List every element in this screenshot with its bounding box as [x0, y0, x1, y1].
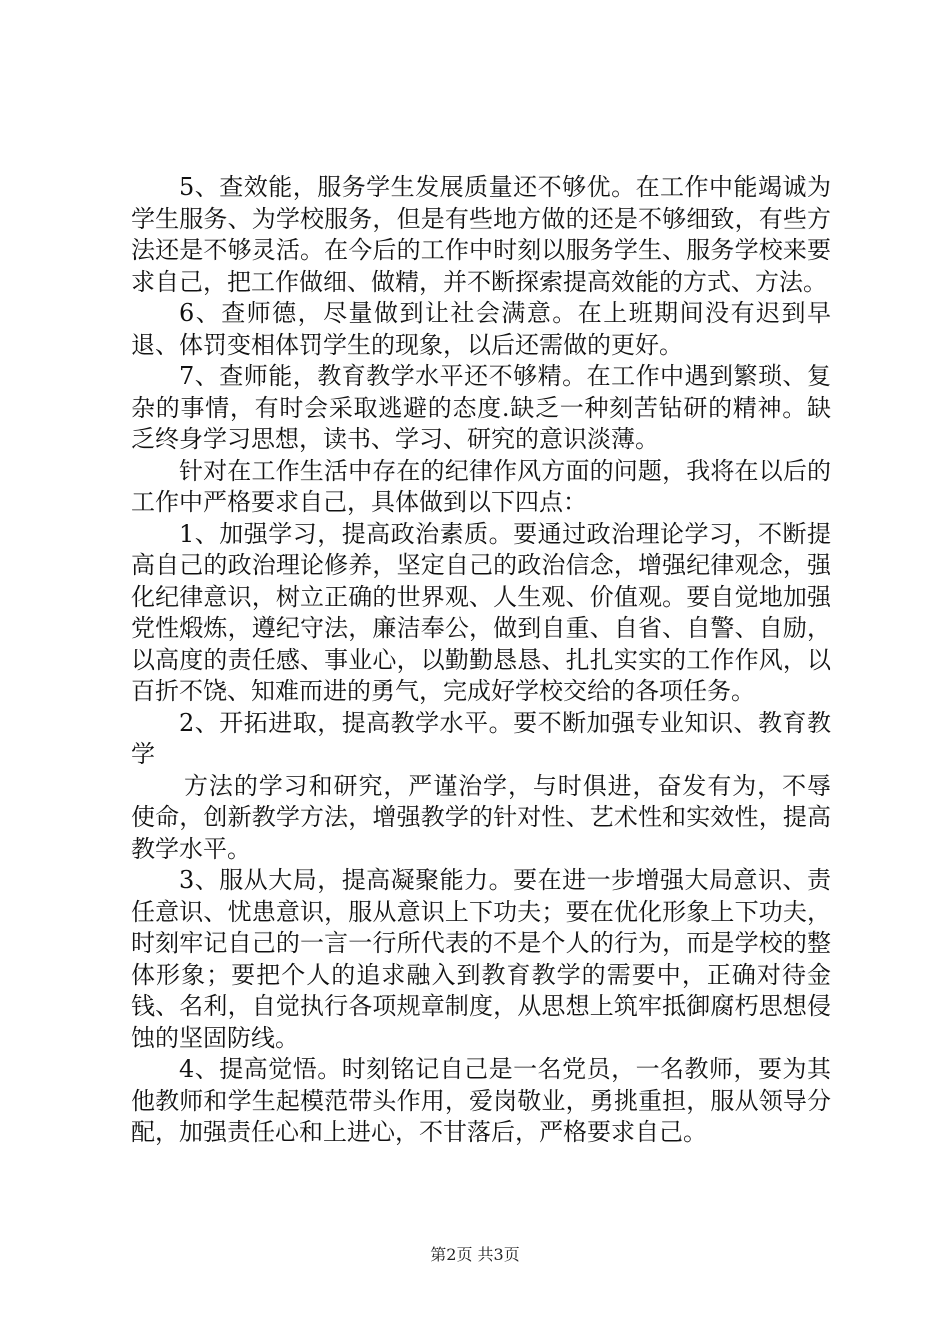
paragraph-5-efficiency: 5、查效能，服务学生发展质量还不够优。在工作中能竭诚为学生服务、为学校服务，但是有些地方做的还是不够细致，有些方法还是不够灵活。在今后的工作中时刻以服务学生、服务学校来要求自己，把工作做细、做精，并不断探索提高效能的方式、方法。: [131, 173, 831, 296]
paragraph-point-1: 1、加强学习，提高政治素质。要通过政治理论学习，不断提高自己的政治理论修养，坚定自己的政治信念，增强纪律观念，强化纪律意识，树立正确的世界观、人生观、价值观。要自觉地加强党性煅炼，遵纪守法，廉洁奉公，做到自重、自省、自警、自励，以高度的责任感、事业心，以勤勤恳恳、扎扎实实的工作作风，以百折不饶、知难而进的勇气，完成好学校交给的各项任务。: [131, 519, 831, 705]
paragraph-point-2-continued: 方法的学习和研究，严谨治学，与时俱进，奋发有为，不辱使命，创新教学方法，增强教学的针对性、艺术性和实效性，提高教学水平。: [131, 771, 831, 863]
paragraph-point-3: 3、服从大局，提高凝聚能力。要在进一步增强大局意识、责任意识、忧患意识，服从意识上下功夫；要在优化形象上下功夫，时刻牢记自己的一言一行所代表的不是个人的行为，而是学校的整体形象；要把个人的追求融入到教育教学的需要中，正确对待金钱、名利，自觉执行各项规章制度，从思想上筑牢抵御腐朽思想侵蚀的坚固防线。: [131, 866, 831, 1052]
paragraph-7-ability: 7、查师能，教育教学水平还不够精。在工作中遇到繁琐、复杂的事情，有时会采取逃避的态度.缺乏一种刻苦钻研的精神。缺乏终身学习思想，读书、学习、研究的意识淡薄。: [131, 362, 831, 453]
paragraph-point-4: 4、提高觉悟。时刻铭记自己是一名党员，一名教师，要为其他教师和学生起模范带头作用，爱岗敬业，勇挑重担，服从领导分配，加强责任心和上进心，不甘落后，严格要求自己。: [131, 1055, 831, 1146]
paragraph-intro-four-points: 针对在工作生活中存在的纪律作风方面的问题，我将在以后的工作中严格要求自己，具体做到以下四点：: [131, 456, 831, 516]
paragraph-6-ethics: 6、查师德，尽量做到让社会满意。在上班期间没有迟到早退、体罚变相体罚学生的现象，以后还需做的更好。: [131, 299, 831, 359]
document-body: [131, 172, 831, 1149]
paragraph-point-2: 2、开拓进取，提高教学水平。要不断加强专业知识、教育教学: [131, 708, 831, 768]
page-number-footer: 第2页 共3页: [430, 1245, 520, 1264]
